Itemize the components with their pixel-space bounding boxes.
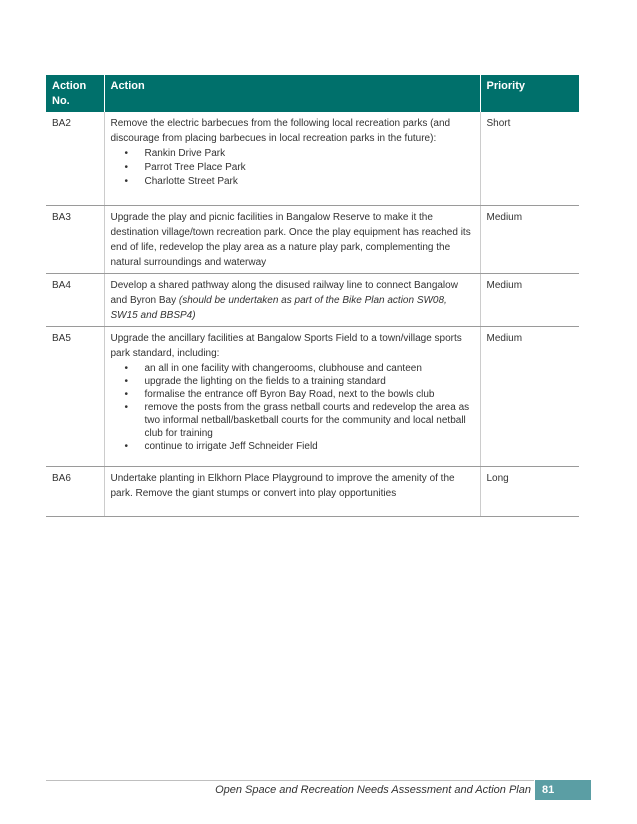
action-text-italic: (should be undertaken as part of the Bike Plan action SW08, SW15 and BBSP4) — [110, 294, 447, 321]
footer-divider — [46, 780, 534, 781]
header-action-no: Action No. — [46, 75, 104, 112]
action-description — [104, 112, 480, 205]
actions-table — [46, 75, 579, 517]
bullet-list — [111, 147, 474, 189]
action-description — [104, 273, 480, 326]
action-text: Remove the electric barbecues from the following local recreation parks (and discourage from placing barbecues in local recreation parks in the future): — [110, 118, 451, 144]
table-header-row — [46, 75, 579, 112]
list-item: • Rankin Drive Park — [145, 147, 474, 161]
table-row — [46, 326, 579, 466]
action-description — [104, 326, 480, 466]
action-priority: Long — [480, 466, 579, 516]
list-item: • formalise the entrance off Byron Bay Road, next to the bowls club — [145, 388, 474, 401]
page-number-badge: 81 — [535, 780, 591, 800]
action-text: Upgrade the play and picnic facilities in Bangalow Reserve to make it the destination village/town recreation park. Once the play equipment has reached its end of life, redevelop the play area as a nature play park, complementing the natural surroundings and waterway — [110, 211, 471, 268]
bullet-list — [111, 362, 474, 453]
header-priority: Priority — [480, 75, 579, 112]
action-id: BA3 — [46, 205, 104, 273]
action-description — [104, 205, 480, 273]
action-text — [111, 278, 474, 323]
list-item: • remove the posts from the grass netball courts and redevelop the area as two informal netball/basketball courts for the community and local netball club for training — [145, 401, 474, 440]
action-text: Undertake planting in Elkhorn Place Playground to improve the amenity of the park. Remove the giant stumps or convert into play opportunities — [110, 472, 455, 499]
table-row — [46, 273, 579, 326]
table-row — [46, 466, 579, 516]
action-id: BA5 — [46, 326, 104, 466]
action-id: BA2 — [46, 112, 104, 205]
action-id: BA4 — [46, 273, 104, 326]
action-description — [104, 466, 480, 516]
action-priority: Short — [480, 112, 579, 205]
action-priority: Medium — [480, 326, 579, 466]
table-row — [46, 205, 579, 273]
list-item: • upgrade the lighting on the fields to a training standard — [145, 375, 474, 388]
table-row — [46, 112, 579, 205]
list-item: • Charlotte Street Park — [145, 175, 474, 189]
action-priority: Medium — [480, 205, 579, 273]
footer-title: Open Space and Recreation Needs Assessment and Action Plan — [215, 784, 531, 796]
list-item: • Parrot Tree Place Park — [145, 161, 474, 175]
list-item: • continue to irrigate Jeff Schneider Field — [145, 440, 474, 453]
list-item: • an all in one facility with changerooms, clubhouse and canteen — [145, 362, 474, 375]
action-text-main: Develop a shared pathway along the disused railway line to connect Bangalow and Byron Bay — [110, 279, 458, 306]
action-text: Upgrade the ancillary facilities at Bangalow Sports Field to a town/village sports park standard, including: — [110, 332, 462, 359]
action-id: BA6 — [46, 466, 104, 516]
action-priority: Medium — [480, 273, 579, 326]
header-action: Action — [104, 75, 480, 112]
